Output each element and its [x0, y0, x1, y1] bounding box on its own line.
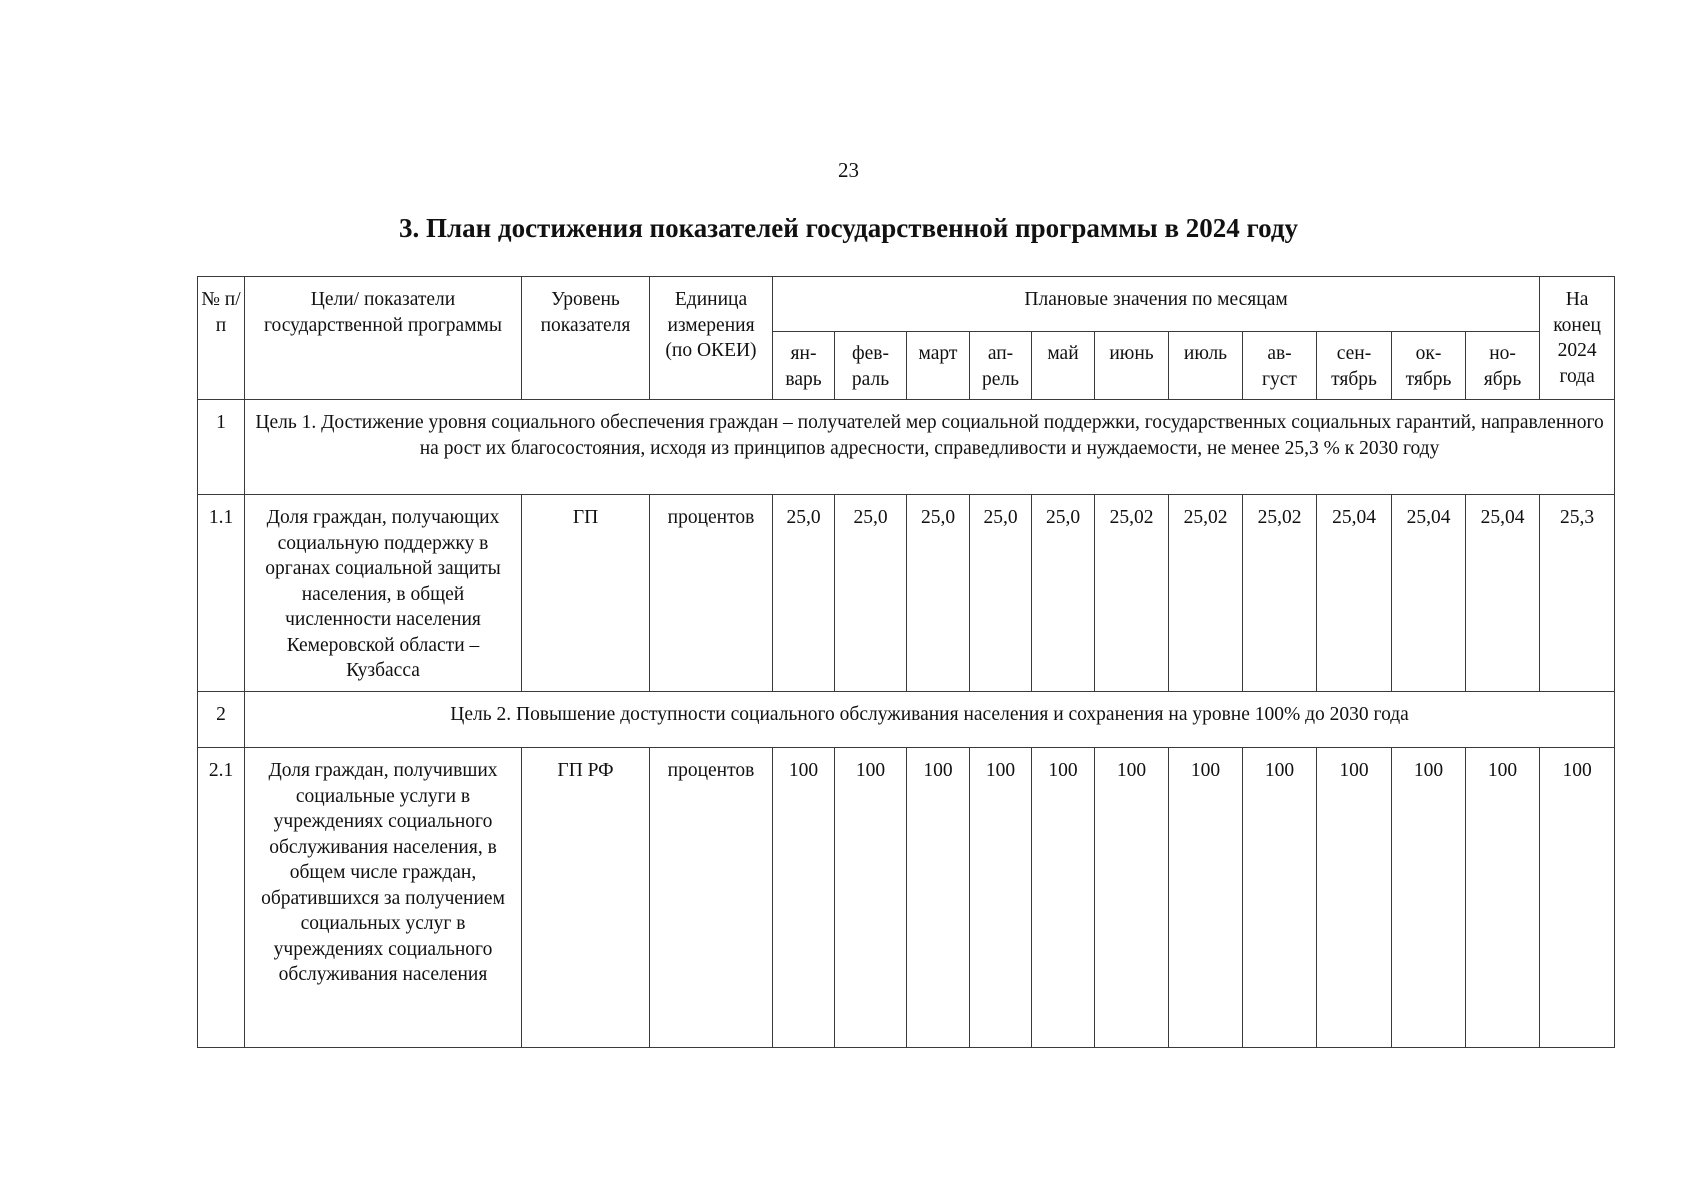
header-month: май [1032, 332, 1095, 400]
header-num: № п/п [198, 277, 245, 400]
monthly-value: 100 [1169, 748, 1243, 1048]
plan-table [197, 276, 1615, 1048]
monthly-value: 25,0 [1032, 495, 1095, 692]
header-month: июнь [1095, 332, 1169, 400]
monthly-value: 100 [1095, 748, 1169, 1048]
row-number: 2 [198, 692, 245, 748]
header-month: ав- густ [1243, 332, 1317, 400]
row-number: 1.1 [198, 495, 245, 692]
row-number: 1 [198, 400, 245, 495]
header-planned-values: Плановые значения по месяцам [773, 277, 1540, 332]
header-month: ок- тябрь [1392, 332, 1466, 400]
monthly-value: 25,0 [835, 495, 907, 692]
indicator-unit: процентов [650, 495, 773, 692]
indicator-unit: процентов [650, 748, 773, 1048]
monthly-value: 25,0 [773, 495, 835, 692]
monthly-value: 100 [970, 748, 1032, 1048]
page-number: 23 [838, 158, 859, 182]
monthly-value: 100 [1243, 748, 1317, 1048]
monthly-value: 25,02 [1169, 495, 1243, 692]
monthly-value: 25,04 [1317, 495, 1392, 692]
monthly-value: 100 [1032, 748, 1095, 1048]
goal-text: Цель 2. Повышение доступности социального обслуживания населения и сохранения на уровне 100% до 2030 года [245, 692, 1615, 748]
indicator-level: ГП РФ [522, 748, 650, 1048]
end-of-year-value: 25,3 [1540, 495, 1615, 692]
monthly-value: 25,04 [1466, 495, 1540, 692]
header-month: ап- рель [970, 332, 1032, 400]
header-month: но- ябрь [1466, 332, 1540, 400]
header-month: март [907, 332, 970, 400]
monthly-value: 100 [907, 748, 970, 1048]
monthly-value: 25,02 [1095, 495, 1169, 692]
monthly-value: 25,04 [1392, 495, 1466, 692]
monthly-value: 25,0 [970, 495, 1032, 692]
monthly-value: 25,0 [907, 495, 970, 692]
header-month: ян- варь [773, 332, 835, 400]
header-goals: Цели/ показатели государственной программы [245, 277, 522, 400]
indicator-name: Доля граждан, получающих социальную поддержку в органах социальной защиты населения, в общей численности населения Кемеровской области – Кузбасса [245, 495, 522, 692]
indicator-name: Доля граждан, получивших социальные услуги в учреждениях социального обслуживания населения, в общем числе граждан, обратившихся за получением социальных услуг в учреждениях социального обслуживания населения [245, 748, 522, 1048]
document-title: 3. План достижения показателей государственной программы в 2024 году [398, 213, 1299, 243]
header-unit: Единица измерения (по ОКЕИ) [650, 277, 773, 400]
end-of-year-value: 100 [1540, 748, 1615, 1048]
monthly-value: 25,02 [1243, 495, 1317, 692]
monthly-value: 100 [1317, 748, 1392, 1048]
header-month: июль [1169, 332, 1243, 400]
goal-row [198, 692, 1615, 748]
monthly-value: 100 [1392, 748, 1466, 1048]
header-month: сен- тябрь [1317, 332, 1392, 400]
goal-text: Цель 1. Достижение уровня социального обеспечения граждан – получателей мер социальной поддержки, государственных социальных гарантий, направленного на рост их благосостояния, исходя из принципов адресности, справедливости и нуждаемости, не менее 25,3 % к 2030 году [245, 400, 1615, 495]
monthly-value: 100 [835, 748, 907, 1048]
indicator-row [198, 748, 1615, 1048]
row-number: 2.1 [198, 748, 245, 1048]
table-body [198, 400, 1615, 1048]
indicator-row [198, 495, 1615, 692]
monthly-value: 100 [1466, 748, 1540, 1048]
header-level: Уровень показателя [522, 277, 650, 400]
indicator-level: ГП [522, 495, 650, 692]
goal-row [198, 400, 1615, 495]
header-month: фев- раль [835, 332, 907, 400]
monthly-value: 100 [773, 748, 835, 1048]
header-end-of-year: На конец 2024 года [1540, 277, 1615, 400]
